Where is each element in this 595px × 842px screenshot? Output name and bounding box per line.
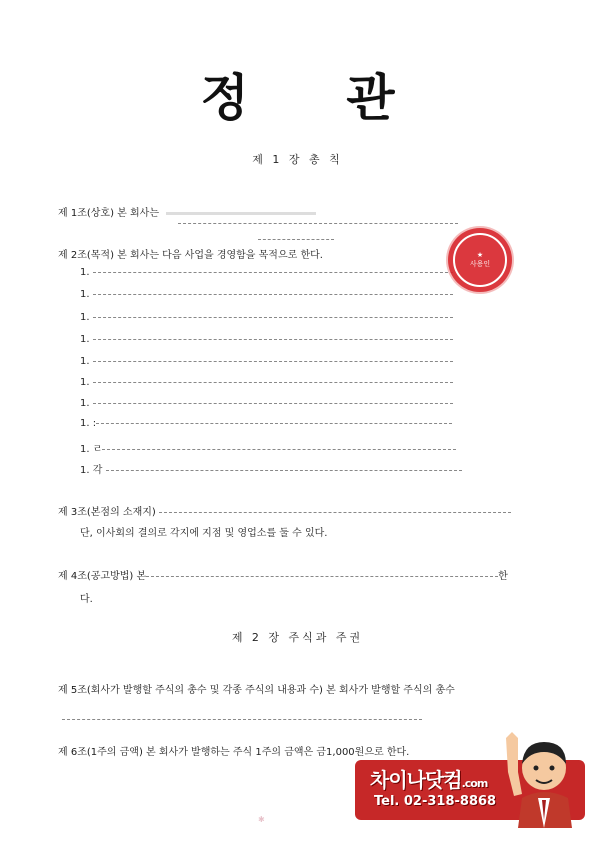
list-item: 1. 각 xyxy=(80,461,462,476)
blank-line xyxy=(178,222,458,224)
article-4: 제 4조(공고방법) 본 한 xyxy=(58,571,508,582)
article-2 xyxy=(58,246,323,261)
mascot-illustration xyxy=(498,728,590,828)
list-item: 1. xyxy=(80,398,453,409)
article-1-text: 본 회사는 xyxy=(117,208,159,219)
article-4-head: 제 4조(공고방법) xyxy=(58,571,134,582)
decorative-mark: ✱ xyxy=(258,815,265,824)
article-3-head: 제 3조(본점의 소재지) xyxy=(58,507,156,518)
article-2-text: 본 회사는 다음 사업을 경영함을 목적으로 한다. xyxy=(117,250,323,261)
list-item: 1. : xyxy=(80,418,452,429)
article-3-line2: 단, 이사회의 결의로 각지에 지점 및 영업소를 둘 수 있다. xyxy=(80,528,328,539)
blank-line xyxy=(258,238,334,240)
list-item: 1. xyxy=(80,377,453,388)
list-item: 1. xyxy=(80,289,453,300)
article-1-head: 제 1조(상호) xyxy=(58,208,114,219)
list-item: 1. xyxy=(80,312,453,323)
article-6-text: 본 회사가 발행하는 주식 1주의 금액은 금1,000원으로 한다. xyxy=(146,747,410,758)
article-5-head: 제 5조(회사가 발행할 주식의 총수 및 각종 주식의 내용과 수) xyxy=(58,685,323,696)
list-item: 1. xyxy=(80,334,453,345)
article-4-line2: 다. xyxy=(80,594,93,605)
company-seal-stamp: ★ 사용인 xyxy=(448,228,512,292)
article-6 xyxy=(58,743,409,758)
article-6-head: 제 6조(1주의 금액) xyxy=(58,747,143,758)
article-5-text: 본 회사가 발행할 주식의 총수 xyxy=(326,685,455,696)
chapter-2-heading: 제 2 장 주식과 주권 xyxy=(231,631,364,644)
ad-phone: Tel. 02-318-8868 xyxy=(374,794,497,809)
blank-line xyxy=(62,718,422,720)
document-title: 정 관 xyxy=(200,69,435,127)
chapter-1-heading: 제 1 장 총 칙 xyxy=(252,153,343,166)
list-item: 1. xyxy=(80,356,453,367)
ad-brand-logo: 차이나닷컴.com xyxy=(370,768,488,792)
article-2-head: 제 2조(목적) xyxy=(58,250,114,261)
seal-star-icon: ★ xyxy=(476,251,484,259)
article-5 xyxy=(58,681,455,696)
list-item: 1. xyxy=(80,267,453,278)
list-item: 1. ㄹ xyxy=(80,440,456,455)
article-3 xyxy=(58,503,511,518)
